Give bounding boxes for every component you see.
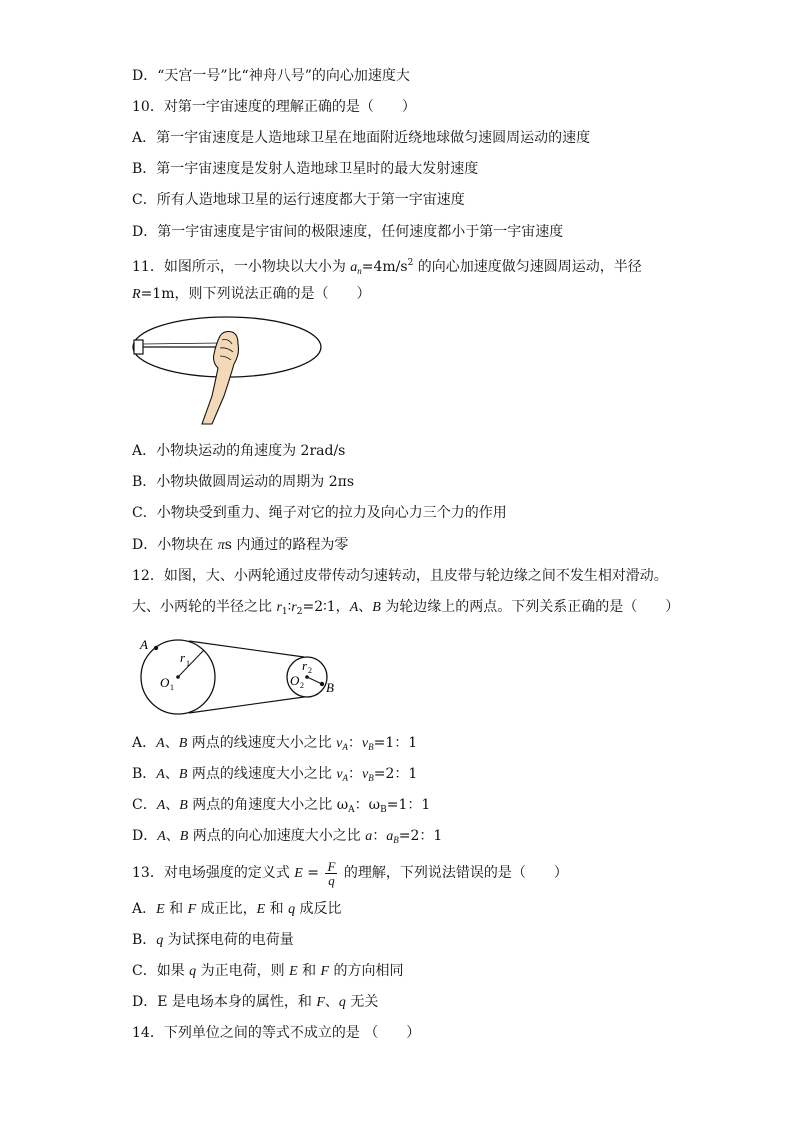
q12-option-c: C．A、B 两点的角速度大小之比 $\omega_A$：$\omega_B=1$：1 (132, 797, 431, 815)
q12-fig-o2-sub: 2 (300, 681, 304, 690)
q13-option-b: B．q 为试探电荷的电荷量 (132, 932, 294, 948)
q10-option-b: B．第一宇宙速度是发射人造地球卫星时的最大发射速度 (132, 161, 479, 177)
q11-option-a: A．小物块运动的角速度为 2rad/s (132, 443, 346, 459)
q12-option-b: B．A、B 两点的线速度大小之比 $v_A$：$v_B=2$：1 (132, 766, 418, 783)
q13-option-a: A．E 和 F 成正比，E 和 q 成反比 (132, 901, 342, 917)
q12-fig-o1-sub: 1 (170, 683, 174, 692)
q11-option-b: B．小物块做圆周运动的周期为 2πs (132, 474, 355, 490)
q10-option-a: A．第一宇宙速度是人造地球卫星在地面附近绕地球做匀速圆周运动的速度 (132, 130, 591, 146)
q13-stem: 13．对电场强度的定义式 E = $\frac{F}{q}$ 的理解，下列说法错误的是（ ） (132, 858, 568, 888)
q13-formula-fraction: $\frac{F}{q}$ (327, 858, 336, 888)
q13-option-d: D．E 是电场本身的属性，和 F、q 无关 (132, 994, 379, 1010)
q10-stem: 10．对第一宇宙速度的理解正确的是（ ） (132, 99, 416, 115)
q9-option-d: D．“天宫一号”比“神舟八号”的向心加速度大 (132, 68, 410, 84)
q12-stem-line1: 12．如图，大、小两轮通过皮带传动匀速转动，且皮带与轮边缘之间不发生相对滑动。 (132, 568, 668, 584)
q12-fig-label-b: B (326, 680, 334, 695)
q11-option-d: D．小物块在 πs 内通过的路程为零 (132, 537, 349, 553)
q12-fig-r2-sub: 2 (308, 666, 312, 675)
q11-stem-line2: R=1m，则下列说法正确的是（ ） (132, 286, 371, 302)
q10-option-c: C．所有人造地球卫星的运行速度都大于第一宇宙速度 (132, 192, 465, 208)
q12-option-a: A．A、B 两点的线速度大小之比 $v_A$：$v_B=1$：1 (132, 735, 418, 752)
q12-figure-belt-pulleys (132, 628, 352, 723)
q12-stem-line2: 大、小两轮的半径之比 $r_1∶r_2=2∶1$，A、B 为轮边缘上的两点。下列关系正确的是（ ） (132, 599, 680, 617)
q12-fig-label-a: A (140, 637, 148, 652)
q12-fig-r1: r (180, 650, 186, 665)
q12-fig-r1-sub: 1 (186, 659, 190, 668)
q12-fig-r2: r (302, 658, 308, 673)
q14-stem: 14．下列单位之间的等式不成立的是 （ ） (132, 1025, 421, 1041)
q11-option-c: C．小物块受到重力、绳子对它的拉力及向心力三个力的作用 (132, 505, 507, 521)
q11-stem-line1: 11．如图所示，一小物块以大小为 $a_n=4m/s^2$ 的向心加速度做匀速圆周运动，半径 (132, 258, 642, 276)
q12-option-d: D．A、B 两点的向心加速度大小之比 a：$a_B=2$：1 (132, 828, 443, 845)
q11-figure-hand-string-orbit (132, 310, 332, 430)
q12-fig-o1: O (160, 675, 170, 690)
q10-option-d: D．第一宇宙速度是宇宙间的极限速度，任何速度都小于第一宇宙速度 (132, 224, 564, 240)
q12-fig-o2: O (290, 673, 300, 688)
q13-option-c: C．如果 q 为正电荷，则 E 和 F 的方向相同 (132, 963, 404, 979)
